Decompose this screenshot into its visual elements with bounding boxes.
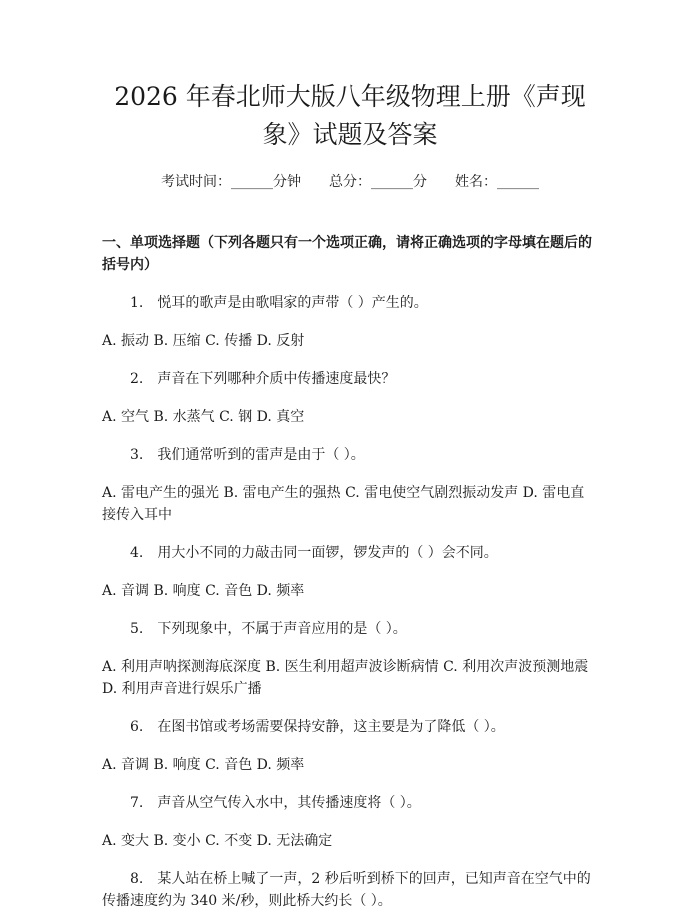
- title-line-1: 2026 年春北师大版八年级物理上册《声现: [114, 82, 586, 111]
- question-text: 3. 我们通常听到的雷声是由于（ ）。: [130, 447, 365, 463]
- question-3: [102, 444, 598, 526]
- question-text: 1. 悦耳的歌声是由歌唱家的声带（ ）产生的。: [130, 295, 428, 311]
- question-1: [102, 292, 598, 352]
- question-2: [102, 368, 598, 428]
- question-text: 7. 声音从空气传入水中，其传播速度将（ ）。: [130, 795, 421, 811]
- section-heading: 一、单项选择题（下列各题只有一个选项正确，请将正确选项的字母填在题后的括号内）: [102, 235, 592, 273]
- question-text: 2. 声音在下列哪种介质中传播速度最快？: [130, 371, 396, 387]
- question-text: 6. 在图书馆或考场需要保持安静，这主要是为了降低（ ）。: [130, 719, 505, 735]
- question-options: A. 空气 B. 水蒸气 C. 钢 D. 真空: [102, 409, 305, 425]
- question-4: [102, 542, 598, 602]
- question-text: 5. 下列现象中，不属于声音应用的是（ ）。: [130, 621, 407, 637]
- question-8: [102, 868, 598, 912]
- question-5: [102, 618, 598, 700]
- question-text: 8. 某人站在桥上喊了一声，2 秒后听到桥下的回声，已知声音在空气中的传播速度约为 340 米/秒，则此桥大约长（ ）。: [102, 871, 591, 909]
- question-options: A. 变大 B. 变小 C. 不变 D. 无法确定: [102, 833, 333, 849]
- question-options: A. 雷电产生的强光 B. 雷电产生的强热 C. 雷电使空气剧烈振动发声 D. 雷电直接传入耳中: [102, 485, 585, 523]
- title-line-2: 象》试题及答案: [262, 120, 438, 149]
- question-6: [102, 716, 598, 776]
- question-options: A. 音调 B. 响度 C. 音色 D. 频率: [102, 757, 305, 773]
- question-options: A. 音调 B. 响度 C. 音色 D. 频率: [102, 583, 305, 599]
- question-7: [102, 792, 598, 852]
- question-list: [102, 292, 598, 912]
- document-title: [102, 78, 598, 154]
- exam-time: 考试时间：______分钟: [161, 174, 301, 190]
- exam-info: [102, 172, 598, 192]
- exam-score: 总分：______分: [329, 174, 427, 190]
- question-text: 4. 用大小不同的力敲击同一面锣，锣发声的（ ）会不同。: [130, 545, 498, 561]
- question-options: A. 利用声呐探测海底深度 B. 医生利用超声波诊断病情 C. 利用次声波预测地震 D. 利用声音进行娱乐广播: [102, 659, 589, 697]
- exam-name: 姓名：______: [455, 174, 539, 190]
- question-options: A. 振动 B. 压缩 C. 传播 D. 反射: [102, 333, 305, 349]
